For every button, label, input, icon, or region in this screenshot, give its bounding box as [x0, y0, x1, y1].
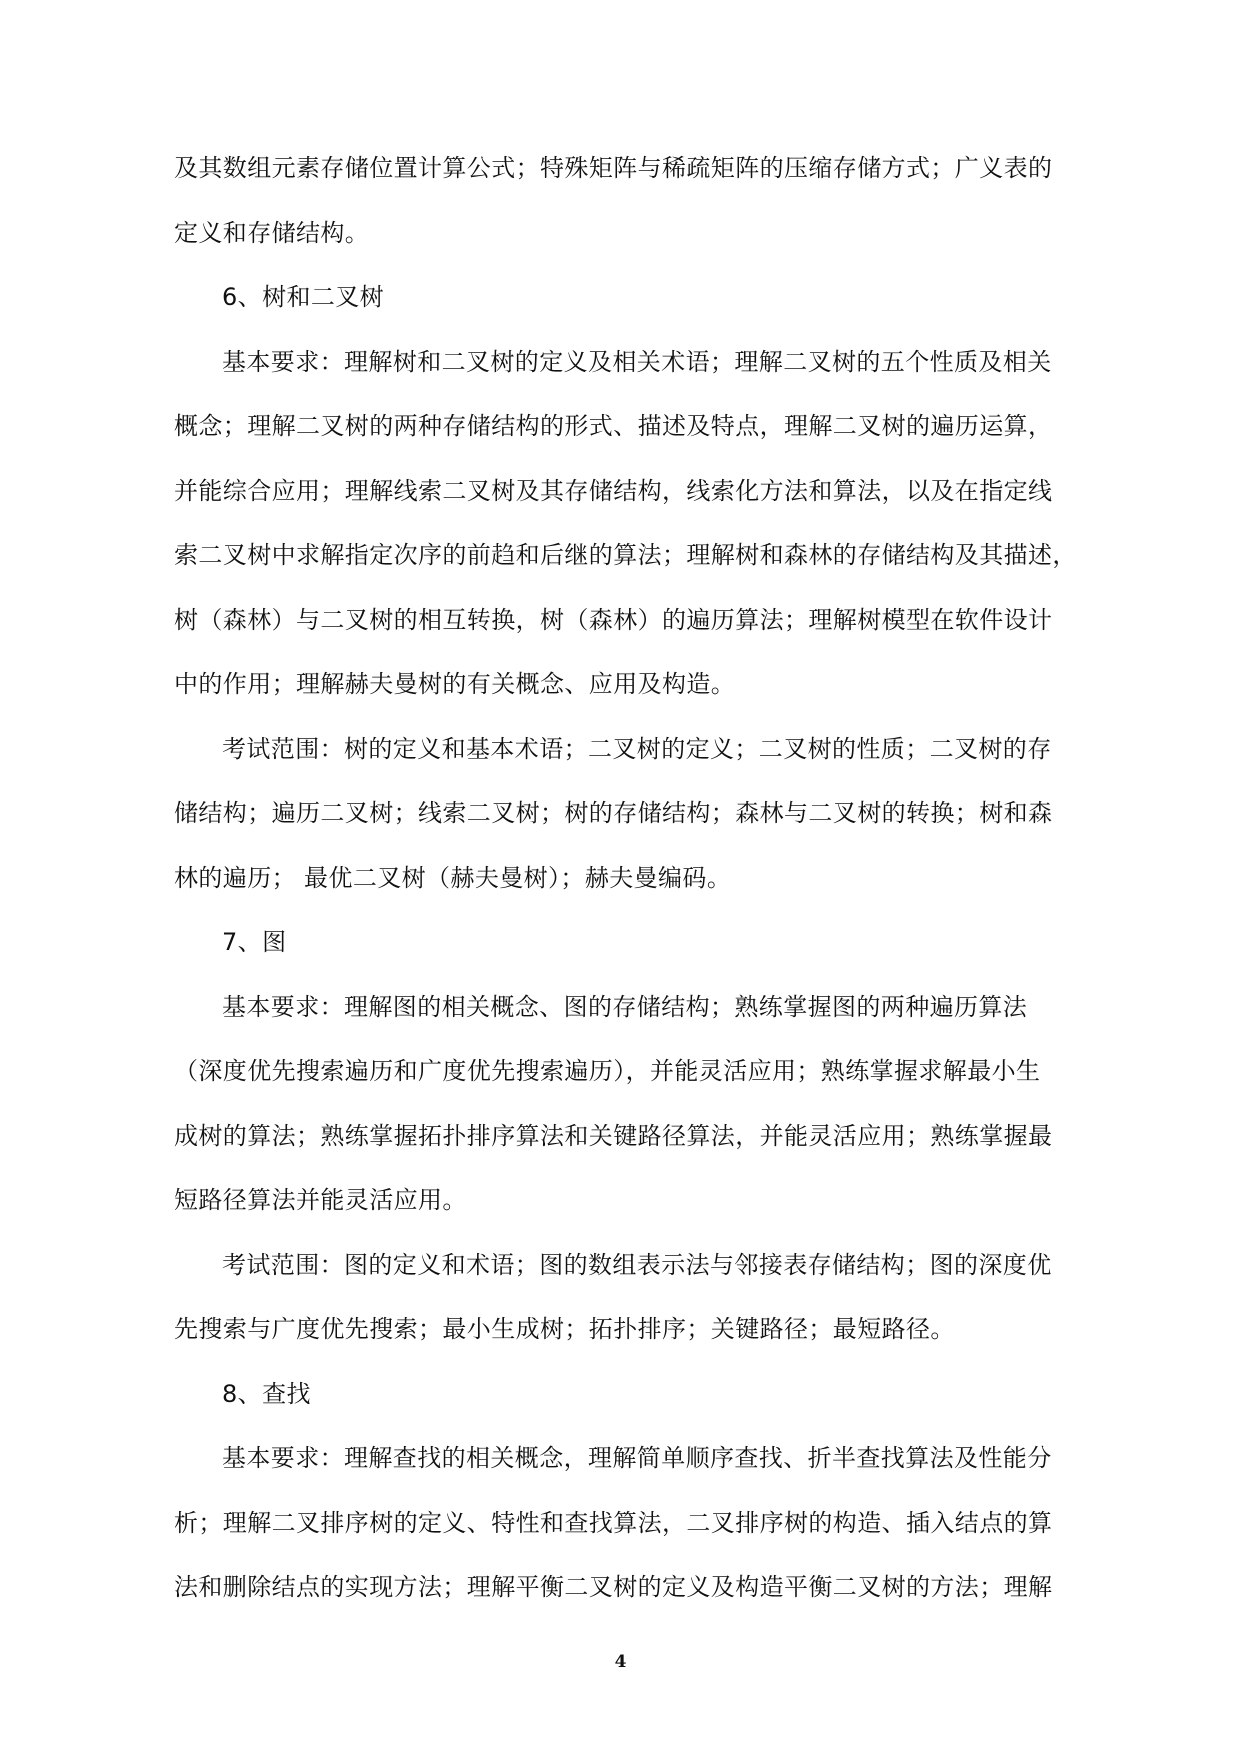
- paragraph-line: 法和删除结点的实现方法；理解平衡二叉树的定义及构造平衡二叉树的方法；理解: [174, 1573, 1053, 1601]
- paragraph-line: 林的遍历； 最优二叉树（赫夫曼树）；赫夫曼编码。: [174, 863, 732, 892]
- paragraph-line: 成树的算法；熟练掌握拓扑排序算法和关键路径算法，并能灵活应用；熟练掌握最: [174, 1121, 1053, 1150]
- paragraph-line: 及其数组元素存储位置计算公式；特殊矩阵与稀疏矩阵的压缩存储方式；广义表的: [174, 154, 1053, 182]
- paragraph-line: 基本要求：理解树和二叉树的定义及相关术语；理解二叉树的五个性质及相关: [222, 347, 1052, 376]
- document-body: [174, 136, 1077, 1620]
- paragraph-line: 先搜索与广度优先搜索；最小生成树；拓扑排序；关键路径；最短路径。: [174, 1315, 955, 1343]
- paragraph-line: 考试范围：树的定义和基本术语；二叉树的定义；二叉树的性质；二叉树的存: [222, 734, 1052, 763]
- paragraph-line: 定义和存储结构。: [174, 218, 370, 247]
- paragraph-line: 基本要求：理解图的相关概念、图的存储结构；熟练掌握图的两种遍历算法: [222, 992, 1028, 1021]
- paragraph-line: 并能综合应用；理解线索二叉树及其存储结构，线索化方法和算法，以及在指定线: [174, 476, 1053, 505]
- paragraph-line: 基本要求：理解查找的相关概念，理解简单顺序查找、折半查找算法及性能分: [222, 1444, 1052, 1472]
- section-heading-graphs: 7、图: [222, 928, 287, 956]
- section-heading-search: 8、查找: [222, 1379, 311, 1408]
- section-heading-trees: 6、树和二叉树: [222, 283, 385, 311]
- paragraph-line: 短路径算法并能灵活应用。: [174, 1186, 467, 1214]
- paragraph-line: 树（森林）与二叉树的相互转换，树（森林）的遍历算法；理解树模型在软件设计: [174, 605, 1053, 634]
- paragraph-line: 储结构；遍历二叉树；线索二叉树；树的存储结构；森林与二叉树的转换；树和森: [174, 799, 1053, 827]
- paragraph-line: 中的作用；理解赫夫曼树的有关概念、应用及构造。: [174, 670, 736, 698]
- paragraph-line: 索二叉树中求解指定次序的前趋和后继的算法；理解树和森林的存储结构及其描述，: [174, 541, 1077, 569]
- paragraph-line: 考试范围：图的定义和术语；图的数组表示法与邻接表存储结构；图的深度优: [222, 1250, 1052, 1279]
- paragraph-line: （深度优先搜索遍历和广度优先搜索遍历），并能灵活应用；熟练掌握求解最小生: [174, 1057, 1041, 1085]
- paragraph-line: 概念；理解二叉树的两种存储结构的形式、描述及特点，理解二叉树的遍历运算，: [174, 412, 1053, 440]
- page-number: 4: [614, 1652, 627, 1672]
- paragraph-line: 析；理解二叉排序树的定义、特性和查找算法，二叉排序树的构造、插入结点的算: [174, 1508, 1053, 1537]
